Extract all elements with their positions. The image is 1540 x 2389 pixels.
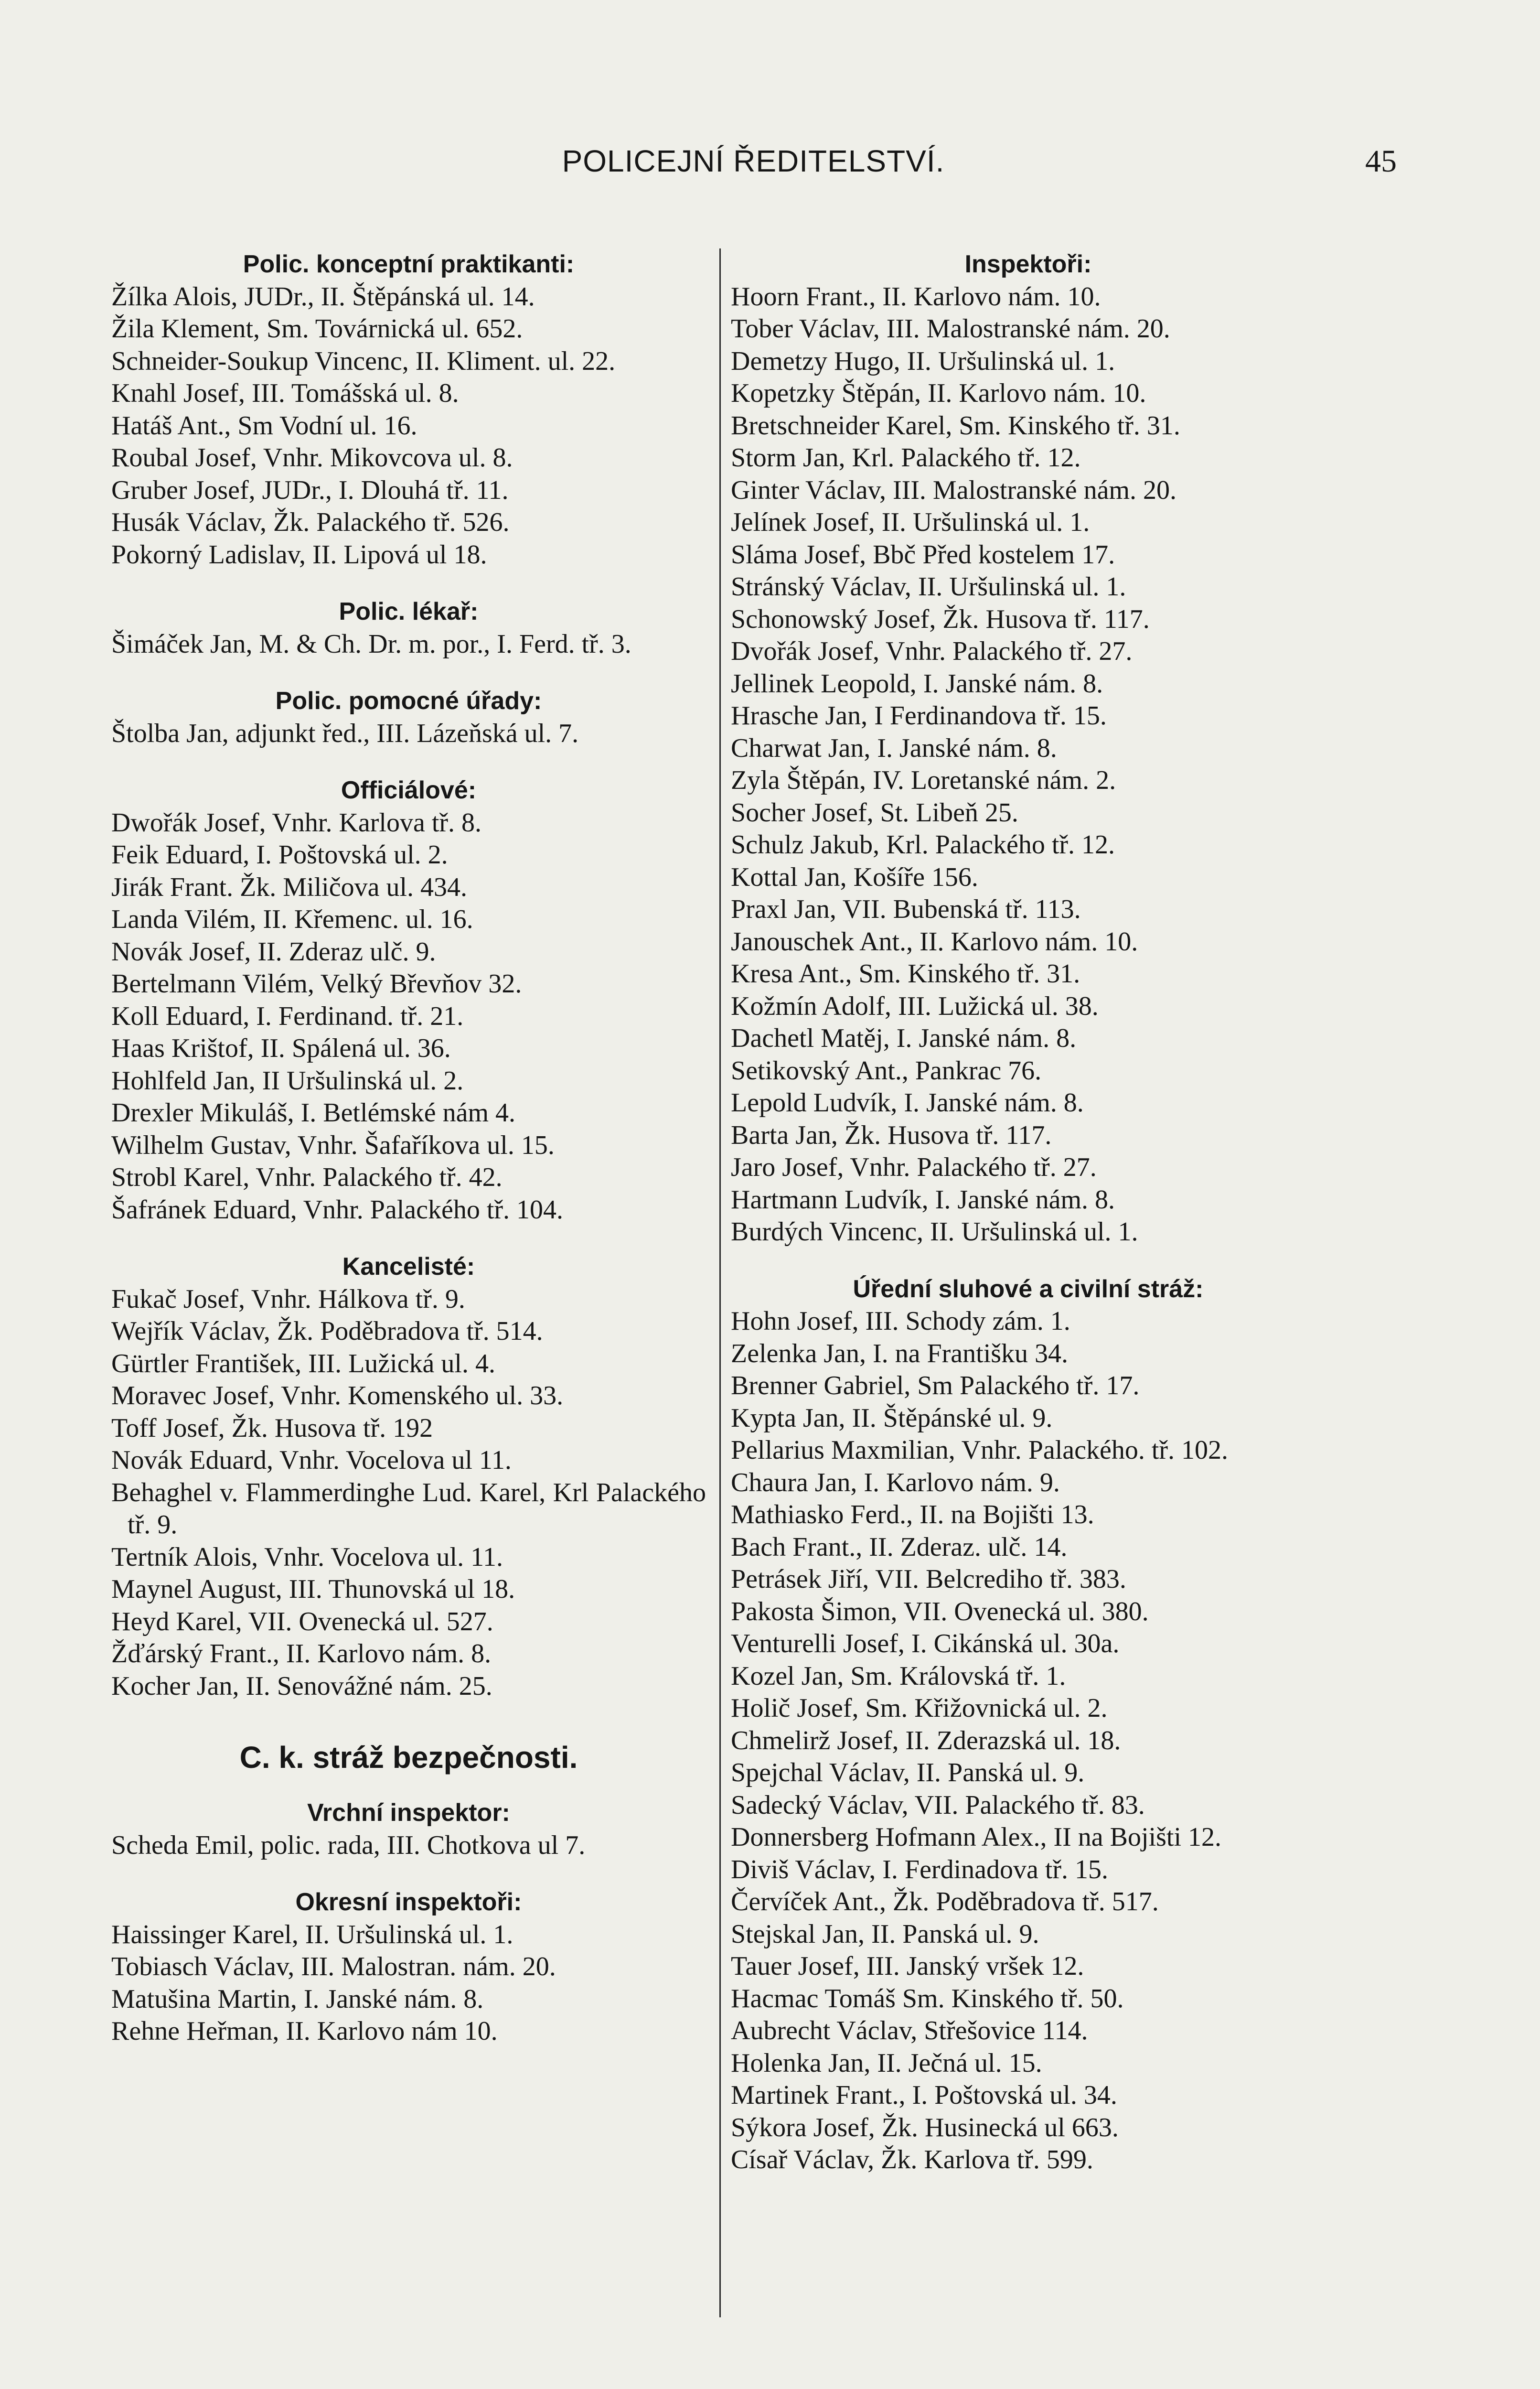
directory-entry: Chmelirž Josef, II. Zderazská ul. 18. [731, 1725, 1121, 1755]
directory-entry: Bertelmann Vilém, Velký Břevňov 32. [111, 969, 522, 999]
directory-entry: Janouschek Ant., II. Karlovo nám. 10. [731, 926, 1138, 957]
directory-entry: Rehne Heřman, II. Karlovo nám 10. [111, 2016, 498, 2046]
directory-entry: Ginter Václav, III. Malostranské nám. 20. [731, 475, 1177, 505]
directory-entry: Šafránek Eduard, Vnhr. Palackého tř. 104. [111, 1194, 564, 1225]
directory-entry: Stránský Václav, II. Uršulinská ul. 1. [731, 572, 1126, 602]
page-header [110, 143, 1397, 186]
directory-entry: Venturelli Josef, I. Cikánská ul. 30a. [731, 1629, 1120, 1658]
directory-entry: Barta Jan, Žk. Husova tř. 117. [731, 1120, 1052, 1150]
directory-entry: Tertník Alois, Vnhr. Vocelova ul. 11. [111, 1542, 503, 1572]
directory-entry: Žílka Alois, JUDr., II. Štěpánská ul. 14. [111, 281, 535, 312]
directory-entry: Dachetl Matěj, I. Janské nám. 8. [731, 1023, 1077, 1053]
directory-entry: Kypta Jan, II. Štěpánské ul. 9. [731, 1403, 1053, 1433]
page-number: 45 [1365, 144, 1397, 179]
section-heading: Polic. konceptní praktikanti: [243, 250, 575, 278]
directory-entry: Aubrecht Václav, Střešovice 114. [731, 2016, 1088, 2045]
directory-entry: Hohn Josef, III. Schody zám. 1. [731, 1306, 1070, 1336]
directory-entry: Pokorný Ladislav, II. Lipová ul 18. [111, 539, 487, 570]
directory-entry: Drexler Mikuláš, I. Betlémské nám 4. [111, 1098, 516, 1128]
directory-entry: Scheda Emil, polic. rada, III. Chotkova ul 7. [111, 1830, 586, 1860]
directory-entry: Štolba Jan, adjunkt řed., III. Lázeňská ul. 7. [111, 718, 579, 748]
directory-entry: Dvořák Josef, Vnhr. Palackého tř. 27. [731, 636, 1133, 666]
column-divider [719, 248, 721, 2317]
directory-entry: Bretschneider Karel, Sm. Kinského tř. 31. [731, 410, 1180, 441]
directory-entry: Žďárský Frant., II. Karlovo nám. 8. [111, 1639, 492, 1668]
directory-entry: Gruber Josef, JUDr., I. Dlouhá tř. 11. [111, 475, 509, 505]
directory-entry: Matušina Martin, I. Janské nám. 8. [111, 1984, 484, 2014]
section-heading: Inspektoři: [964, 250, 1092, 278]
directory-entry: Martinek Frant., I. Poštovská ul. 34. [731, 2080, 1117, 2110]
directory-entry: Husák Václav, Žk. Palackého tř. 526. [111, 507, 510, 537]
directory-entry: Schulz Jakub, Krl. Palackého tř. 12. [731, 830, 1115, 860]
directory-entry: Kozel Jan, Sm. Královská tř. 1. [731, 1661, 1066, 1691]
section-heading: Kancelisté: [342, 1253, 475, 1281]
directory-entry: Žila Klement, Sm. Továrnická ul. 652. [111, 314, 523, 344]
directory-entry: Knahl Josef, III. Tomášská ul. 8. [111, 378, 459, 408]
directory-entry: Hrasche Jan, I Ferdinandova tř. 15. [731, 701, 1107, 731]
directory-entry: Šimáček Jan, M. & Ch. Dr. m. por., I. Ferd. tř. 3. [111, 629, 631, 659]
directory-entry: Pakosta Šimon, VII. Ovenecká ul. 380. [731, 1596, 1149, 1626]
directory-entry: Sýkora Josef, Žk. Husinecká ul 663. [731, 2112, 1119, 2142]
directory-entry: Zyla Štěpán, IV. Loretanské nám. 2. [731, 765, 1116, 795]
directory-entry: Wejřík Václav, Žk. Poděbradova tř. 514. [111, 1316, 543, 1346]
section-vrchni-inspektor [111, 1797, 706, 1862]
directory-entry: Kresa Ant., Sm. Kinského tř. 31. [731, 959, 1080, 989]
directory-entry: Chaura Jan, I. Karlovo nám. 9. [731, 1467, 1060, 1497]
directory-entry: Koll Eduard, I. Ferdinand. tř. 21. [111, 1001, 464, 1031]
directory-entry: Demetzy Hugo, II. Uršulinská ul. 1. [731, 346, 1115, 376]
directory-entry: Praxl Jan, VII. Bubenská tř. 113. [731, 894, 1081, 924]
directory-entry: Moravec Josef, Vnhr. Komenského ul. 33. [111, 1381, 564, 1410]
section-kanceliste [111, 1251, 706, 1702]
directory-entry: Kožmín Adolf, III. Lužická ul. 38. [731, 991, 1099, 1021]
directory-entry: Lepold Ludvík, I. Janské nám. 8. [731, 1088, 1084, 1118]
directory-entry: Fukač Josef, Vnhr. Hálkova tř. 9. [111, 1284, 465, 1314]
directory-entry: Setikovský Ant., Pankrac 76. [731, 1055, 1042, 1086]
directory-entry: Behaghel v. Flammerdinghe Lud. Karel, Krl Palackého tř. 9. [111, 1477, 706, 1539]
section-heading: Okresní inspektoři: [295, 1888, 522, 1916]
left-sections-guard [111, 1797, 706, 2048]
directory-entry: Haissinger Karel, II. Uršulinská ul. 1. [111, 1919, 513, 1949]
section-okresni-inspektori [111, 1886, 706, 2048]
directory-entry: Charwat Jan, I. Janské nám. 8. [731, 733, 1057, 763]
directory-entry: Pellarius Maxmilian, Vnhr. Palackého. tř. 102. [731, 1435, 1229, 1465]
directory-entry: Donnersberg Hofmann Alex., II na Bojišti 12. [731, 1822, 1222, 1852]
directory-entry: Brenner Gabriel, Sm Palackého tř. 17. [731, 1371, 1140, 1400]
directory-entry: Novák Eduard, Vnhr. Vocelova ul 11. [111, 1445, 512, 1475]
right-sections [731, 248, 1326, 2176]
directory-entry: Dwořák Josef, Vnhr. Karlova tř. 8. [111, 807, 482, 838]
directory-entry: Feik Eduard, I. Poštovská ul. 2. [111, 840, 448, 870]
directory-entry: Jelínek Josef, II. Uršulinská ul. 1. [731, 507, 1090, 537]
left-column [111, 248, 706, 2048]
section-officialove [111, 775, 706, 1226]
directory-entry: Císař Václav, Žk. Karlova tř. 599. [731, 2145, 1093, 2174]
directory-entry: Stejskal Jan, II. Panská ul. 9. [731, 1919, 1039, 1949]
directory-entry: Kocher Jan, II. Senovážné nám. 25. [111, 1671, 492, 1701]
directory-entry: Heyd Karel, VII. Ovenecká ul. 527. [111, 1606, 493, 1636]
main-section-heading: C. k. stráž bezpečnosti. [239, 1740, 578, 1775]
section-heading: Úřední sluhové a civilní stráž: [853, 1275, 1204, 1303]
section-heading: Polic. pomocné úřady: [275, 687, 542, 715]
directory-entry: Gürtler František, III. Lužická ul. 4. [111, 1348, 495, 1378]
directory-entry: Bach Frant., II. Zderaz. ulč. 14. [731, 1532, 1068, 1562]
directory-entry: Schonowský Josef, Žk. Husova tř. 117. [731, 604, 1150, 634]
directory-entry: Toff Josef, Žk. Husova tř. 192 [111, 1413, 433, 1443]
directory-entry: Storm Jan, Krl. Palackého tř. 12. [731, 443, 1081, 473]
directory-entry: Jellinek Leopold, I. Janské nám. 8. [731, 668, 1103, 699]
directory-entry: Tober Václav, III. Malostranské nám. 20. [731, 314, 1170, 344]
directory-entry: Haas Krištof, II. Spálená ul. 36. [111, 1033, 451, 1063]
section-polic-konceptni-praktikanti [111, 248, 706, 571]
directory-entry: Strobl Karel, Vnhr. Palackého tř. 42. [111, 1162, 503, 1192]
directory-entry: Hatáš Ant., Sm Vodní ul. 16. [111, 410, 417, 441]
directory-entry: Sadecký Václav, VII. Palackého tř. 83. [731, 1790, 1145, 1820]
directory-entry: Roubal Josef, Vnhr. Mikovcova ul. 8. [111, 443, 513, 473]
directory-entry: Landa Vilém, II. Křemenc. ul. 16. [111, 904, 473, 934]
section-heading: Officiálové: [341, 776, 477, 804]
directory-entry: Novák Josef, II. Zderaz ulč. 9. [111, 936, 436, 967]
directory-entry: Petrásek Jiří, VII. Belcrediho tř. 383. [731, 1564, 1126, 1594]
section-heading: Polic. lékař: [339, 598, 479, 625]
directory-entry: Schneider-Soukup Vincenc, II. Kliment. ul. 22. [111, 346, 616, 376]
directory-entry: Maynel August, III. Thunovská ul 18. [111, 1574, 515, 1604]
directory-entry: Hartmann Ludvík, I. Janské nám. 8. [731, 1184, 1115, 1215]
directory-entry: Sláma Josef, Bbč Před kostelem 17. [731, 539, 1115, 570]
directory-entry: Wilhelm Gustav, Vnhr. Šafaříkova ul. 15. [111, 1130, 555, 1160]
section-inspektori [731, 248, 1326, 1248]
section-polic-lekar [111, 596, 706, 660]
directory-entry: Hacmac Tomáš Sm. Kinského tř. 50. [731, 1983, 1124, 2013]
directory-entry: Kopetzky Štěpán, II. Karlovo nám. 10. [731, 378, 1146, 408]
directory-entry: Hoorn Frant., II. Karlovo nám. 10. [731, 281, 1101, 312]
directory-entry: Jaro Josef, Vnhr. Palackého tř. 27. [731, 1152, 1097, 1182]
directory-entry: Zelenka Jan, I. na Františku 34. [731, 1338, 1069, 1368]
directory-entry: Jirák Frant. Žk. Miličova ul. 434. [111, 872, 468, 902]
directory-entry: Holič Josef, Sm. Křižovnická ul. 2. [731, 1693, 1108, 1723]
directory-entry: Holenka Jan, II. Ječná ul. 15. [731, 2048, 1042, 2078]
directory-entry: Socher Josef, St. Libeň 25. [731, 797, 1018, 828]
directory-entry: Spejchal Václav, II. Panská ul. 9. [731, 1758, 1085, 1787]
directory-entry: Červíček Ant., Žk. Poděbradova tř. 517. [731, 1887, 1159, 1916]
directory-entry: Tobiasch Václav, III. Malostran. nám. 20. [111, 1952, 556, 1981]
right-column [731, 248, 1326, 2176]
left-sections [111, 248, 706, 1702]
running-title: POLICEJNÍ ŘEDITELSTVÍ. [562, 144, 945, 178]
section-polic-pomocne-urady [111, 685, 706, 750]
section-heading: Vrchní inspektor: [307, 1799, 510, 1827]
directory-entry: Burdých Vincenc, II. Uršulinská ul. 1. [731, 1217, 1138, 1247]
directory-entry: Diviš Václav, I. Ferdinadova tř. 15. [731, 1854, 1109, 1884]
section-uredni-sluhove-a-civilni-straz [731, 1273, 1326, 2176]
directory-entry: Hohlfeld Jan, II Uršulinská ul. 2. [111, 1065, 464, 1096]
directory-entry: Tauer Josef, III. Janský vršek 12. [731, 1951, 1084, 1981]
directory-entry: Mathiasko Ferd., II. na Bojišti 13. [731, 1500, 1094, 1529]
directory-entry: Kottal Jan, Košíře 156. [731, 862, 978, 892]
